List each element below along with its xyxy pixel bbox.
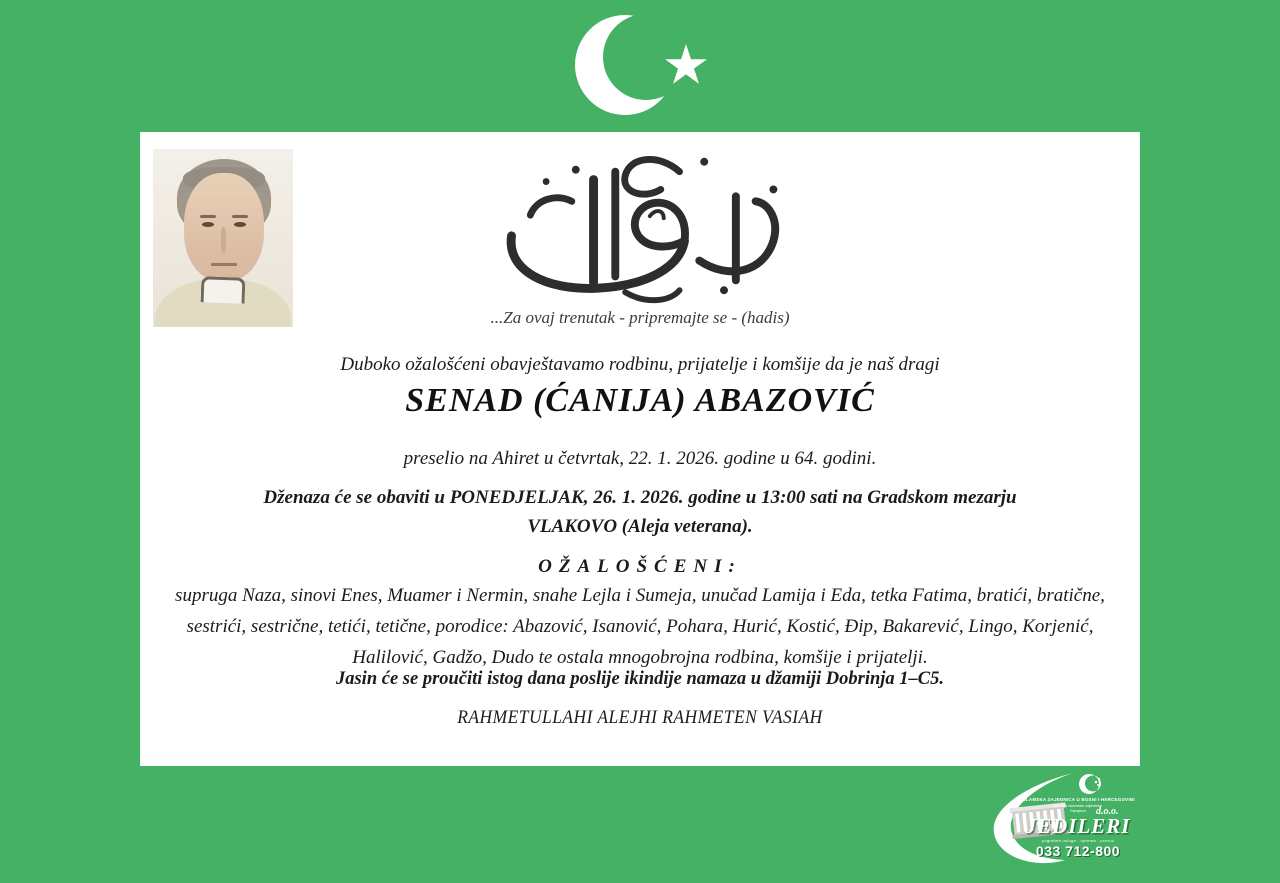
hadis-caption: ...Za ovaj trenutak - pripremajte se - (hadis)	[490, 308, 790, 327]
photo-nose	[221, 227, 226, 253]
funeral-line-2: VLAKOVO (Aleja veterana).	[527, 516, 753, 537]
phone-number: 033 712-800	[1035, 843, 1121, 859]
photo-eye	[234, 222, 246, 227]
org-line-3: Sarajevo	[1070, 808, 1086, 813]
company-suffix: d.o.o.	[1096, 806, 1119, 817]
photo-collar	[201, 276, 246, 304]
photo-brow	[200, 215, 216, 218]
deceased-photo	[153, 149, 293, 327]
passing-line: preselio na Ahiret u četvrtak, 22. 1. 2026. godine u 64. godini.	[403, 448, 877, 469]
notice-sheet	[140, 132, 1140, 766]
mourners-line: Halilović, Gadžo, Dudo te ostala mnogobrojna rodbina, komšije i prijatelji.	[352, 647, 928, 668]
mourners-line: sestrići, sestrične, tetići, tetične, porodice: Abazović, Isanović, Pohara, Hurić, Kostić, Đip, Bakarević, Lingo, Korjenić,	[186, 616, 1094, 637]
org-line-2: Medžlis Islamske zajednice	[1053, 803, 1103, 808]
company-tagline: pogrebne usluge - oprema - prevoz	[1041, 838, 1115, 843]
jasin-line: Jasin će se proučiti istog dana poslije ikindije namaza u džamiji Dobrinja 1–C5.	[335, 669, 944, 689]
mourners-line: supruga Naza, sinovi Enes, Muamer i Nermin, snahe Lejla i Sumeja, unučad Lamija i Eda, tetka Fatima, bratići, bratične,	[175, 585, 1105, 606]
photo-eye	[202, 222, 214, 227]
funeral-home-logo	[968, 770, 1163, 870]
intro-line: Duboko ožalošćeni obavještavamo rodbinu, prijatelje i komšije da je naš dragi	[340, 354, 940, 375]
photo-mouth	[211, 263, 237, 266]
photo-brow	[232, 215, 248, 218]
closing-line: RAHMETULLAHI ALEJHI RAHMETEN VASIAH	[457, 707, 823, 728]
deceased-name: SENAD (ĆANIJA) ABAZOVIĆ	[405, 382, 875, 419]
funeral-line-1: Dženaza će se obaviti u PONEDJELJAK, 26. 1. 2026. godine u 13:00 sati na Gradskom mezarju	[263, 487, 1017, 508]
org-line-1: ISLAMSKA ZAJEDNICA U BOSNI I HERCEGOVINI	[1021, 797, 1135, 802]
company-name: JEDILERI	[1025, 814, 1131, 838]
small-crescent-star-icon	[1079, 774, 1101, 794]
mourners-heading: OŽALOŠĆENI:	[538, 556, 742, 577]
arabic-calligraphy-icon	[475, 142, 805, 310]
crescent-and-star-icon	[570, 8, 720, 123]
